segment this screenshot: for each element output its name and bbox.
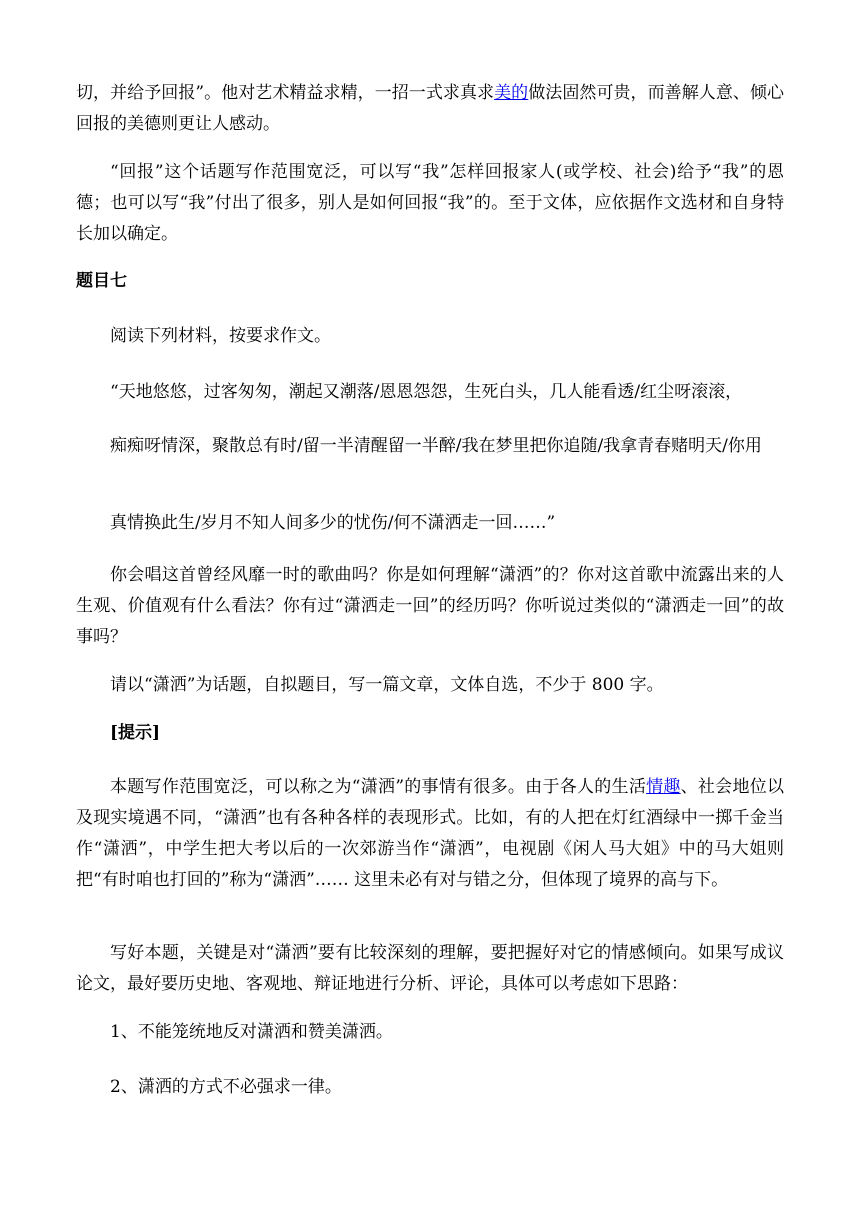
lyrics-line-2: 痴痴呀情深，聚散总有时/留一半清醒留一半醉/我在梦里把你追随/我拿青春赌明天/你用 (110, 436, 762, 456)
tip-label: [提示] (110, 723, 161, 743)
tip-paragraph (76, 772, 784, 896)
instruction-paragraph: 阅读下列材料，按要求作文。 (110, 326, 331, 346)
task-paragraph: 请以“潇洒”为话题，自拟题目，写一篇文章，文体自选，不少于 800 字。 (110, 675, 664, 695)
list-item-2: 2、潇洒的方式不必强求一律。 (110, 1077, 342, 1097)
lyrics-line-1: “天地悠悠，过客匆匆，潮起又潮落/恩恩怨怨，生死白头，几人能看透/红尘呀滚滚， (110, 382, 743, 402)
paragraph-text: 做法固然可贵，而善解人意、倾心回报的美德则更让人感动。 (76, 83, 785, 134)
link-mei-de[interactable]: 美的 (494, 83, 529, 103)
paragraph-text: 、社会地位以及现实境遇不同，“潇洒”也有各种各样的表现形式。比如，有的人把在灯红酒绿中一掷千金当作“潇洒”，中学生把大考以后的一次郊游当作“潇洒”，电视剧《闲人马大姐》中的马大姐则把“有时咱也打回的”称为“潇洒”…… 这里未必有对与错之分，但体现了境界的高与下。 (76, 777, 785, 890)
list-item-1: 1、不能笼统地反对潇洒和赞美潇洒。 (110, 1022, 393, 1042)
paragraph-text: 切，并给予回报”。他对艺术精益求精，一招一式求真求 (76, 83, 495, 103)
link-qingqu[interactable]: 情趣 (646, 777, 681, 797)
paragraph-huibao: “回报”这个话题写作范围宽泛，可以写“我”怎样回报家人(或学校、社会)给予“我”的恩德；也可以写“我”付出了很多，别人是如何回报“我”的。至于文体，应依据作文选材和自身特长加以确定。 (76, 162, 784, 244)
analysis-paragraph: 写好本题，关键是对“潇洒”要有比较深刻的理解，要把握好对它的情感倾向。如果写成议论文，最好要历史地、客观地、辩证地进行分析、评论，具体可以考虑如下思路： (76, 943, 784, 994)
question-paragraph: 你会唱这首曾经风靡一时的歌曲吗？你是如何理解“潇洒”的？你对这首歌中流露出来的人生观、价值观有什么看法？你有过“潇洒走一回”的经历吗？你听说过类似的“潇洒走一回”的故事吗？ (76, 565, 784, 647)
paragraph-continuation (76, 78, 784, 140)
section-heading: 题目七 (76, 271, 127, 291)
lyrics-line-3: 真情换此生/岁月不知人间多少的忧伤/何不潇洒走一回……” (110, 513, 556, 533)
paragraph-text: 本题写作范围宽泛，可以称之为“潇洒”的事情有很多。由于各人的生活 (110, 777, 647, 797)
